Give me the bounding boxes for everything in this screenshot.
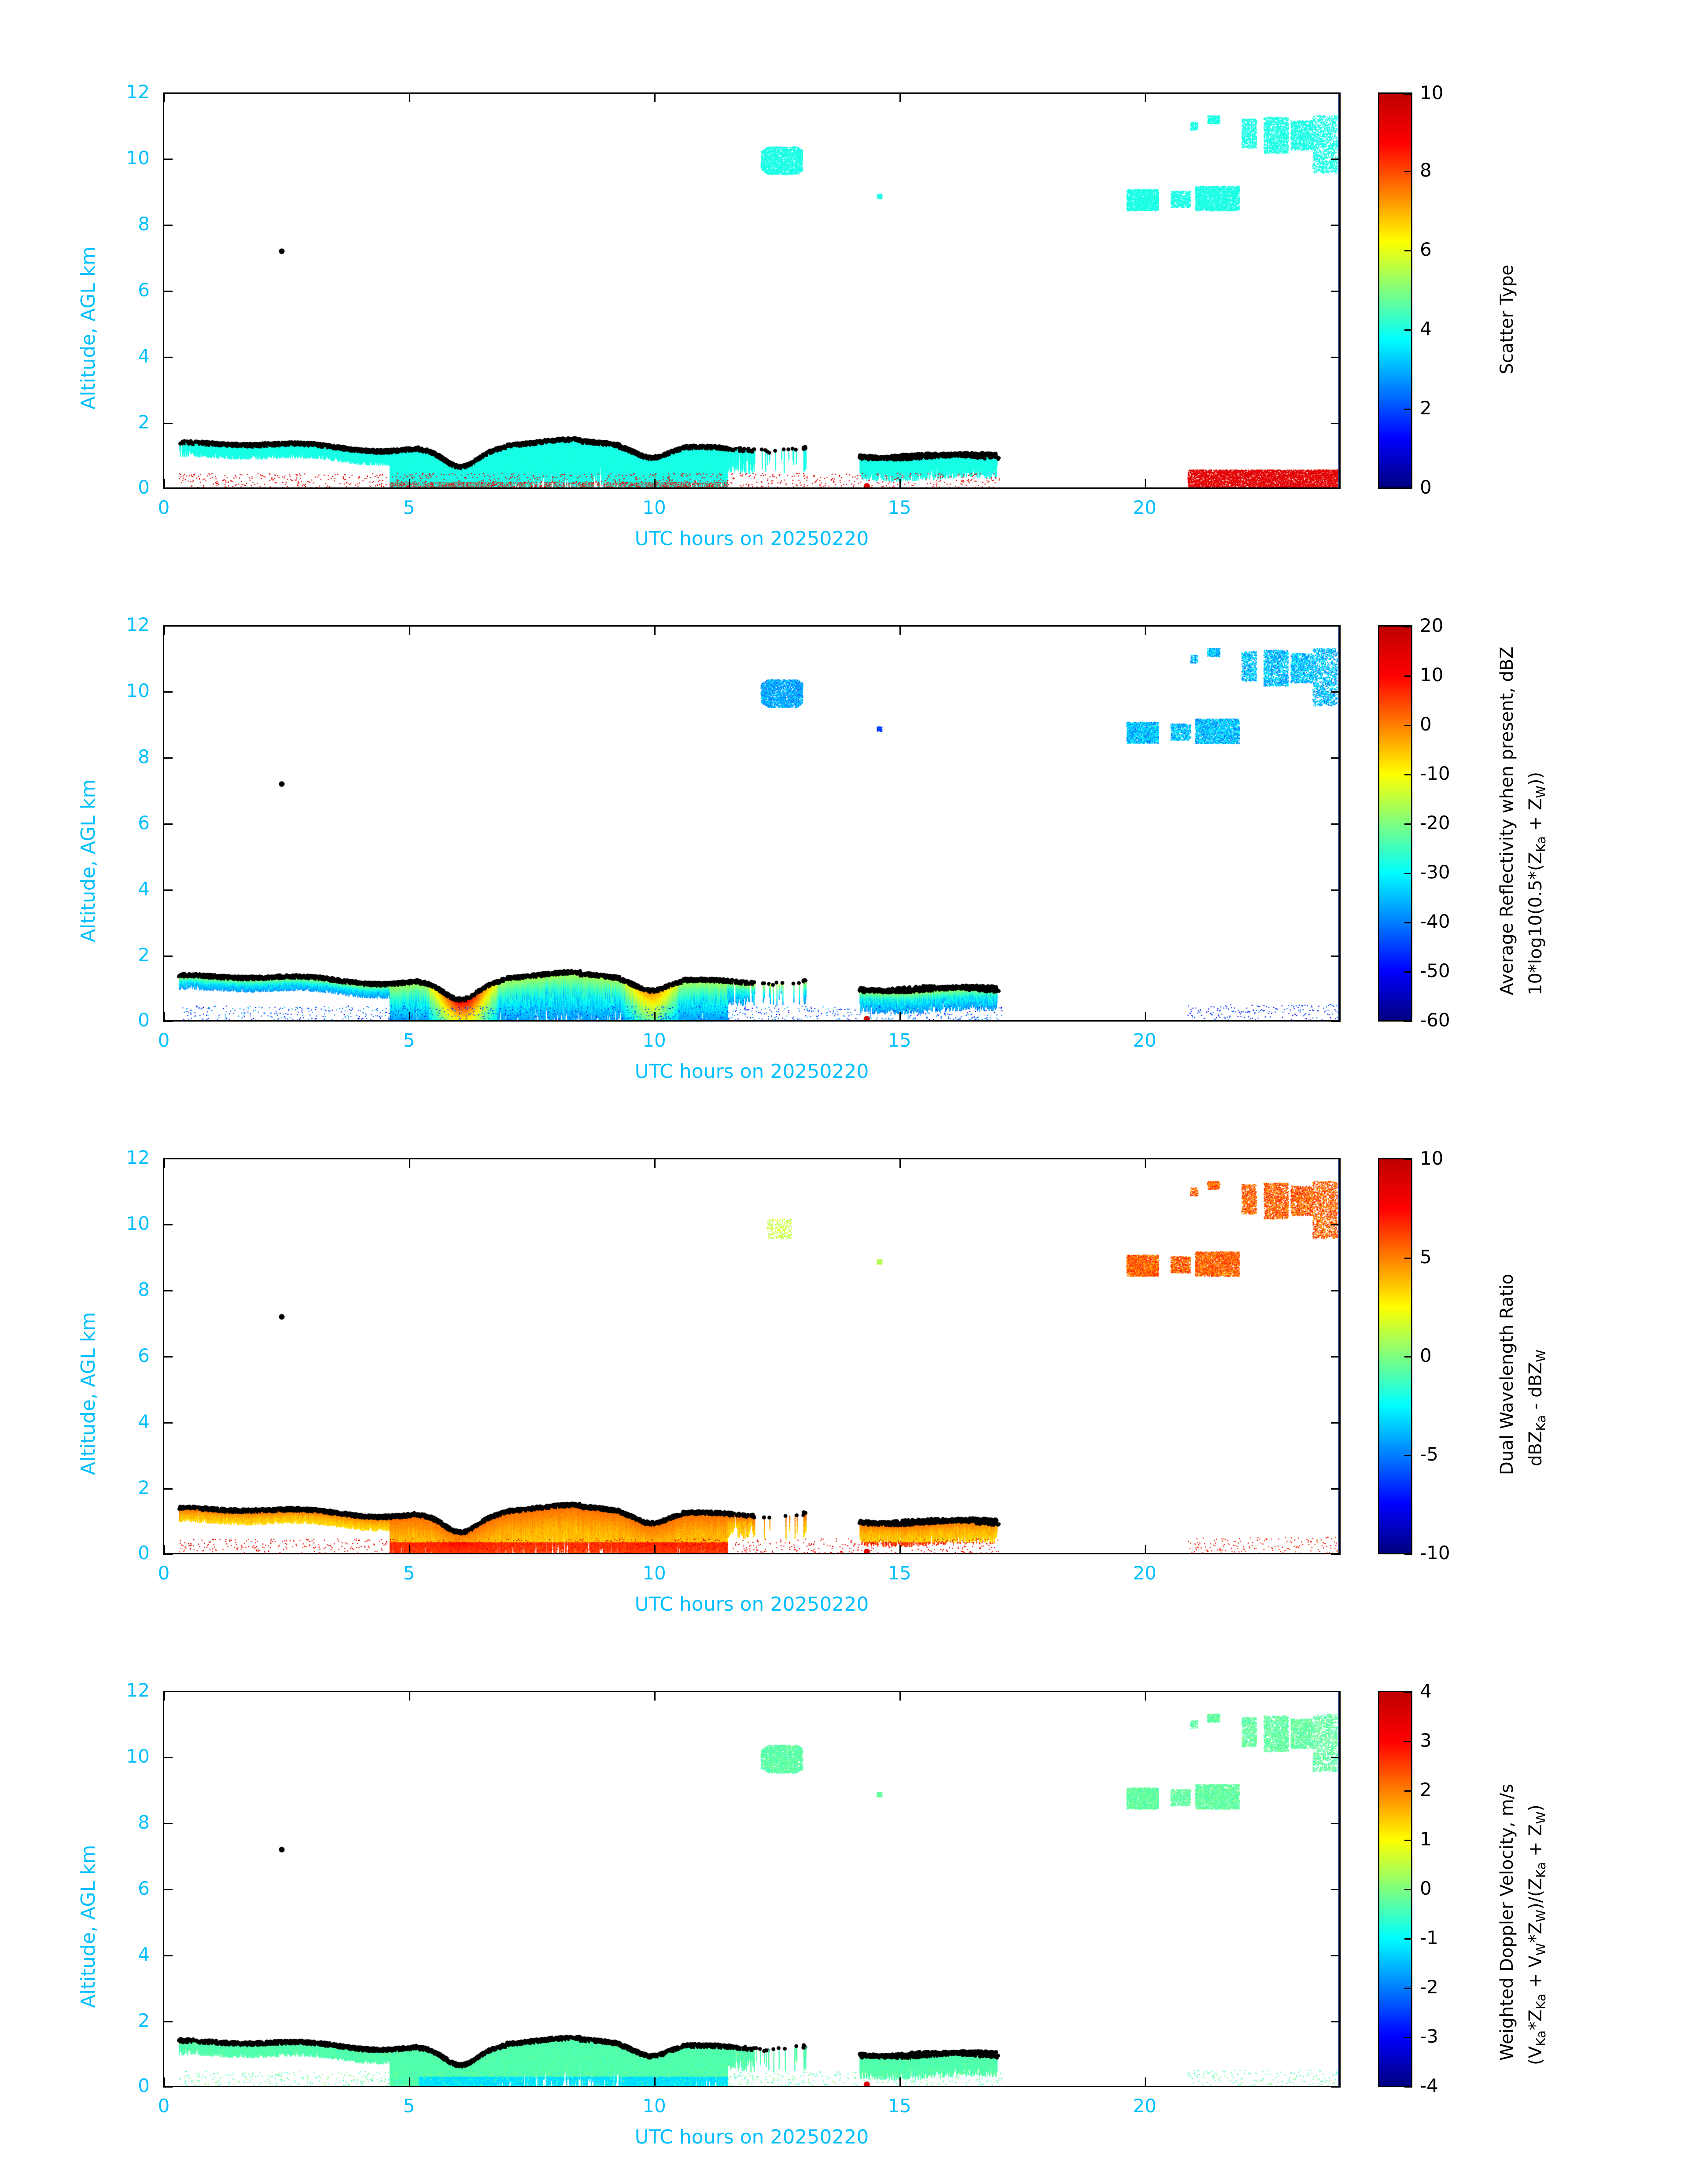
x-tick-label: 20	[1133, 1029, 1157, 1051]
y-tick-label: 10	[126, 1213, 150, 1234]
plot-area-scatter-type	[163, 92, 1341, 489]
y-tick-label: 2	[138, 2010, 150, 2031]
colorbar-tick-label: -40	[1420, 911, 1450, 932]
y-tick-label: 12	[126, 614, 150, 635]
y-tick-label: 6	[138, 279, 150, 301]
colorbar-tick-label: 0	[1420, 476, 1432, 498]
y-tick-label: 4	[138, 345, 150, 367]
y-axis-title: Altitude, AGL km	[77, 1845, 99, 2008]
colorbar-title-line2: $(V_{Ka}*Z_{Ka} + V_W*Z_W)/(Z_{Ka} + Z_W)$	[1526, 1804, 1548, 2065]
colorbar-tick-label: -3	[1420, 2025, 1438, 2047]
colorbar-tick-label: 10	[1420, 82, 1444, 103]
y-tick-label: 2	[138, 1477, 150, 1498]
y-tick-label: 10	[126, 1745, 150, 1767]
x-tick-label: 10	[642, 2095, 666, 2117]
colorbar-tick-label: 10	[1420, 664, 1444, 686]
colorbar-tick-label: 8	[1420, 159, 1432, 181]
y-tick-label: 0	[138, 1542, 150, 1564]
x-axis-title: UTC hours on 20250220	[634, 2126, 869, 2148]
y-tick-label: 10	[126, 147, 150, 169]
y-axis-title: Altitude, AGL km	[77, 1312, 99, 1475]
y-tick-label: 6	[138, 1878, 150, 1899]
y-axis-title: Altitude, AGL km	[77, 246, 99, 410]
y-tick-label: 0	[138, 1009, 150, 1031]
y-tick-label: 12	[126, 1147, 150, 1168]
y-tick-label: 4	[138, 1411, 150, 1432]
panel-dual-wavelength-ratio	[0, 1140, 1684, 1651]
colorbar-tick-label: 5	[1420, 1246, 1432, 1268]
colorbar-tick-label: 1	[1420, 1828, 1432, 1850]
x-tick-label: 20	[1133, 497, 1157, 518]
colorbar-tick-label: -5	[1420, 1443, 1438, 1465]
y-tick-label: 12	[126, 81, 150, 103]
colorbar-title-line1: Average Reflectivity when present, dBZ	[1497, 646, 1517, 995]
x-tick-label: 10	[642, 1029, 666, 1051]
colorbar-tick-label: -10	[1420, 1542, 1450, 1564]
colorbar-tick-label: 2	[1420, 397, 1432, 419]
colorbar-tick-label: -1	[1420, 1927, 1438, 1948]
colorbar-tick-label: -20	[1420, 812, 1450, 834]
plot-area-dual-wavelength-ratio	[163, 1158, 1341, 1554]
x-tick-label: 15	[888, 2095, 911, 2117]
y-tick-label: 12	[126, 1679, 150, 1701]
y-tick-label: 8	[138, 213, 150, 235]
colorbar-tick-label: 4	[1420, 318, 1432, 339]
colorbar-tick-label: 2	[1420, 1779, 1432, 1800]
x-tick-label: 0	[158, 497, 170, 518]
colorbar-tick-label: -30	[1420, 861, 1450, 883]
x-tick-label: 15	[888, 1029, 911, 1051]
colorbar-tick-label: 20	[1420, 615, 1444, 636]
x-tick-label: 5	[403, 2095, 415, 2117]
y-tick-label: 6	[138, 1345, 150, 1366]
x-tick-label: 5	[403, 1562, 415, 1584]
x-tick-label: 5	[403, 1029, 415, 1051]
colorbar-tick-label: 0	[1420, 1345, 1432, 1366]
colorbar-tick-label: 6	[1420, 239, 1432, 260]
x-tick-label: 5	[403, 497, 415, 518]
colorbar-tick-label: 0	[1420, 713, 1432, 735]
colorbar-tick-label: 4	[1420, 1680, 1432, 1702]
colorbar-tick-label: -50	[1420, 960, 1450, 981]
plot-area-weighted-doppler-velocity	[163, 1691, 1341, 2087]
x-tick-label: 15	[888, 497, 911, 518]
colorbar-tick-label: -60	[1420, 1009, 1450, 1031]
colorbar-tick-label: 3	[1420, 1730, 1432, 1751]
colorbar-tick-label: 0	[1420, 1878, 1432, 1899]
x-tick-label: 20	[1133, 2095, 1157, 2117]
y-tick-label: 2	[138, 411, 150, 433]
colorbar-scatter-type	[1378, 92, 1412, 489]
y-tick-label: 10	[126, 680, 150, 701]
colorbar-tick-label: 10	[1420, 1147, 1444, 1169]
colorbar-title-line1: Weighted Doppler Velocity, m/s	[1497, 1784, 1517, 2061]
x-tick-label: 0	[158, 2095, 170, 2117]
colorbar-title-line2: dBZ$_{Ka}$ - dBZ$_W$	[1526, 1350, 1548, 1466]
x-tick-label: 10	[642, 1562, 666, 1584]
x-axis-title: UTC hours on 20250220	[634, 1593, 869, 1616]
x-tick-label: 10	[642, 497, 666, 518]
colorbar-title: Scatter Type	[1497, 265, 1517, 374]
y-tick-label: 8	[138, 746, 150, 767]
colorbar-title-line1: Dual Wavelength Ratio	[1497, 1273, 1517, 1475]
y-tick-label: 2	[138, 944, 150, 966]
y-axis-title: Altitude, AGL km	[77, 779, 99, 942]
y-tick-label: 4	[138, 878, 150, 900]
x-axis-title: UTC hours on 20250220	[634, 528, 869, 550]
panel-average-reflectivity	[0, 608, 1684, 1118]
colorbar-title-line2: $10*\log 10(0.5*(Z_{Ka} + Z_W))$	[1526, 771, 1548, 995]
colorbar-tick-label: -2	[1420, 1976, 1438, 1998]
x-tick-label: 0	[158, 1029, 170, 1051]
plot-area-average-reflectivity	[163, 625, 1341, 1022]
y-tick-label: 4	[138, 1944, 150, 1965]
panel-weighted-doppler-velocity	[0, 1673, 1684, 2184]
x-axis-title: UTC hours on 20250220	[634, 1060, 869, 1083]
colorbar-tick-label: -4	[1420, 2075, 1438, 2096]
colorbar-tick-label: -10	[1420, 763, 1450, 784]
panel-scatter-type	[0, 75, 1684, 586]
y-tick-label: 8	[138, 1811, 150, 1833]
x-tick-label: 15	[888, 1562, 911, 1584]
x-tick-label: 0	[158, 1562, 170, 1584]
y-tick-label: 6	[138, 812, 150, 834]
x-tick-label: 20	[1133, 1562, 1157, 1584]
y-tick-label: 0	[138, 2075, 150, 2096]
y-tick-label: 0	[138, 476, 150, 498]
y-tick-label: 8	[138, 1279, 150, 1300]
